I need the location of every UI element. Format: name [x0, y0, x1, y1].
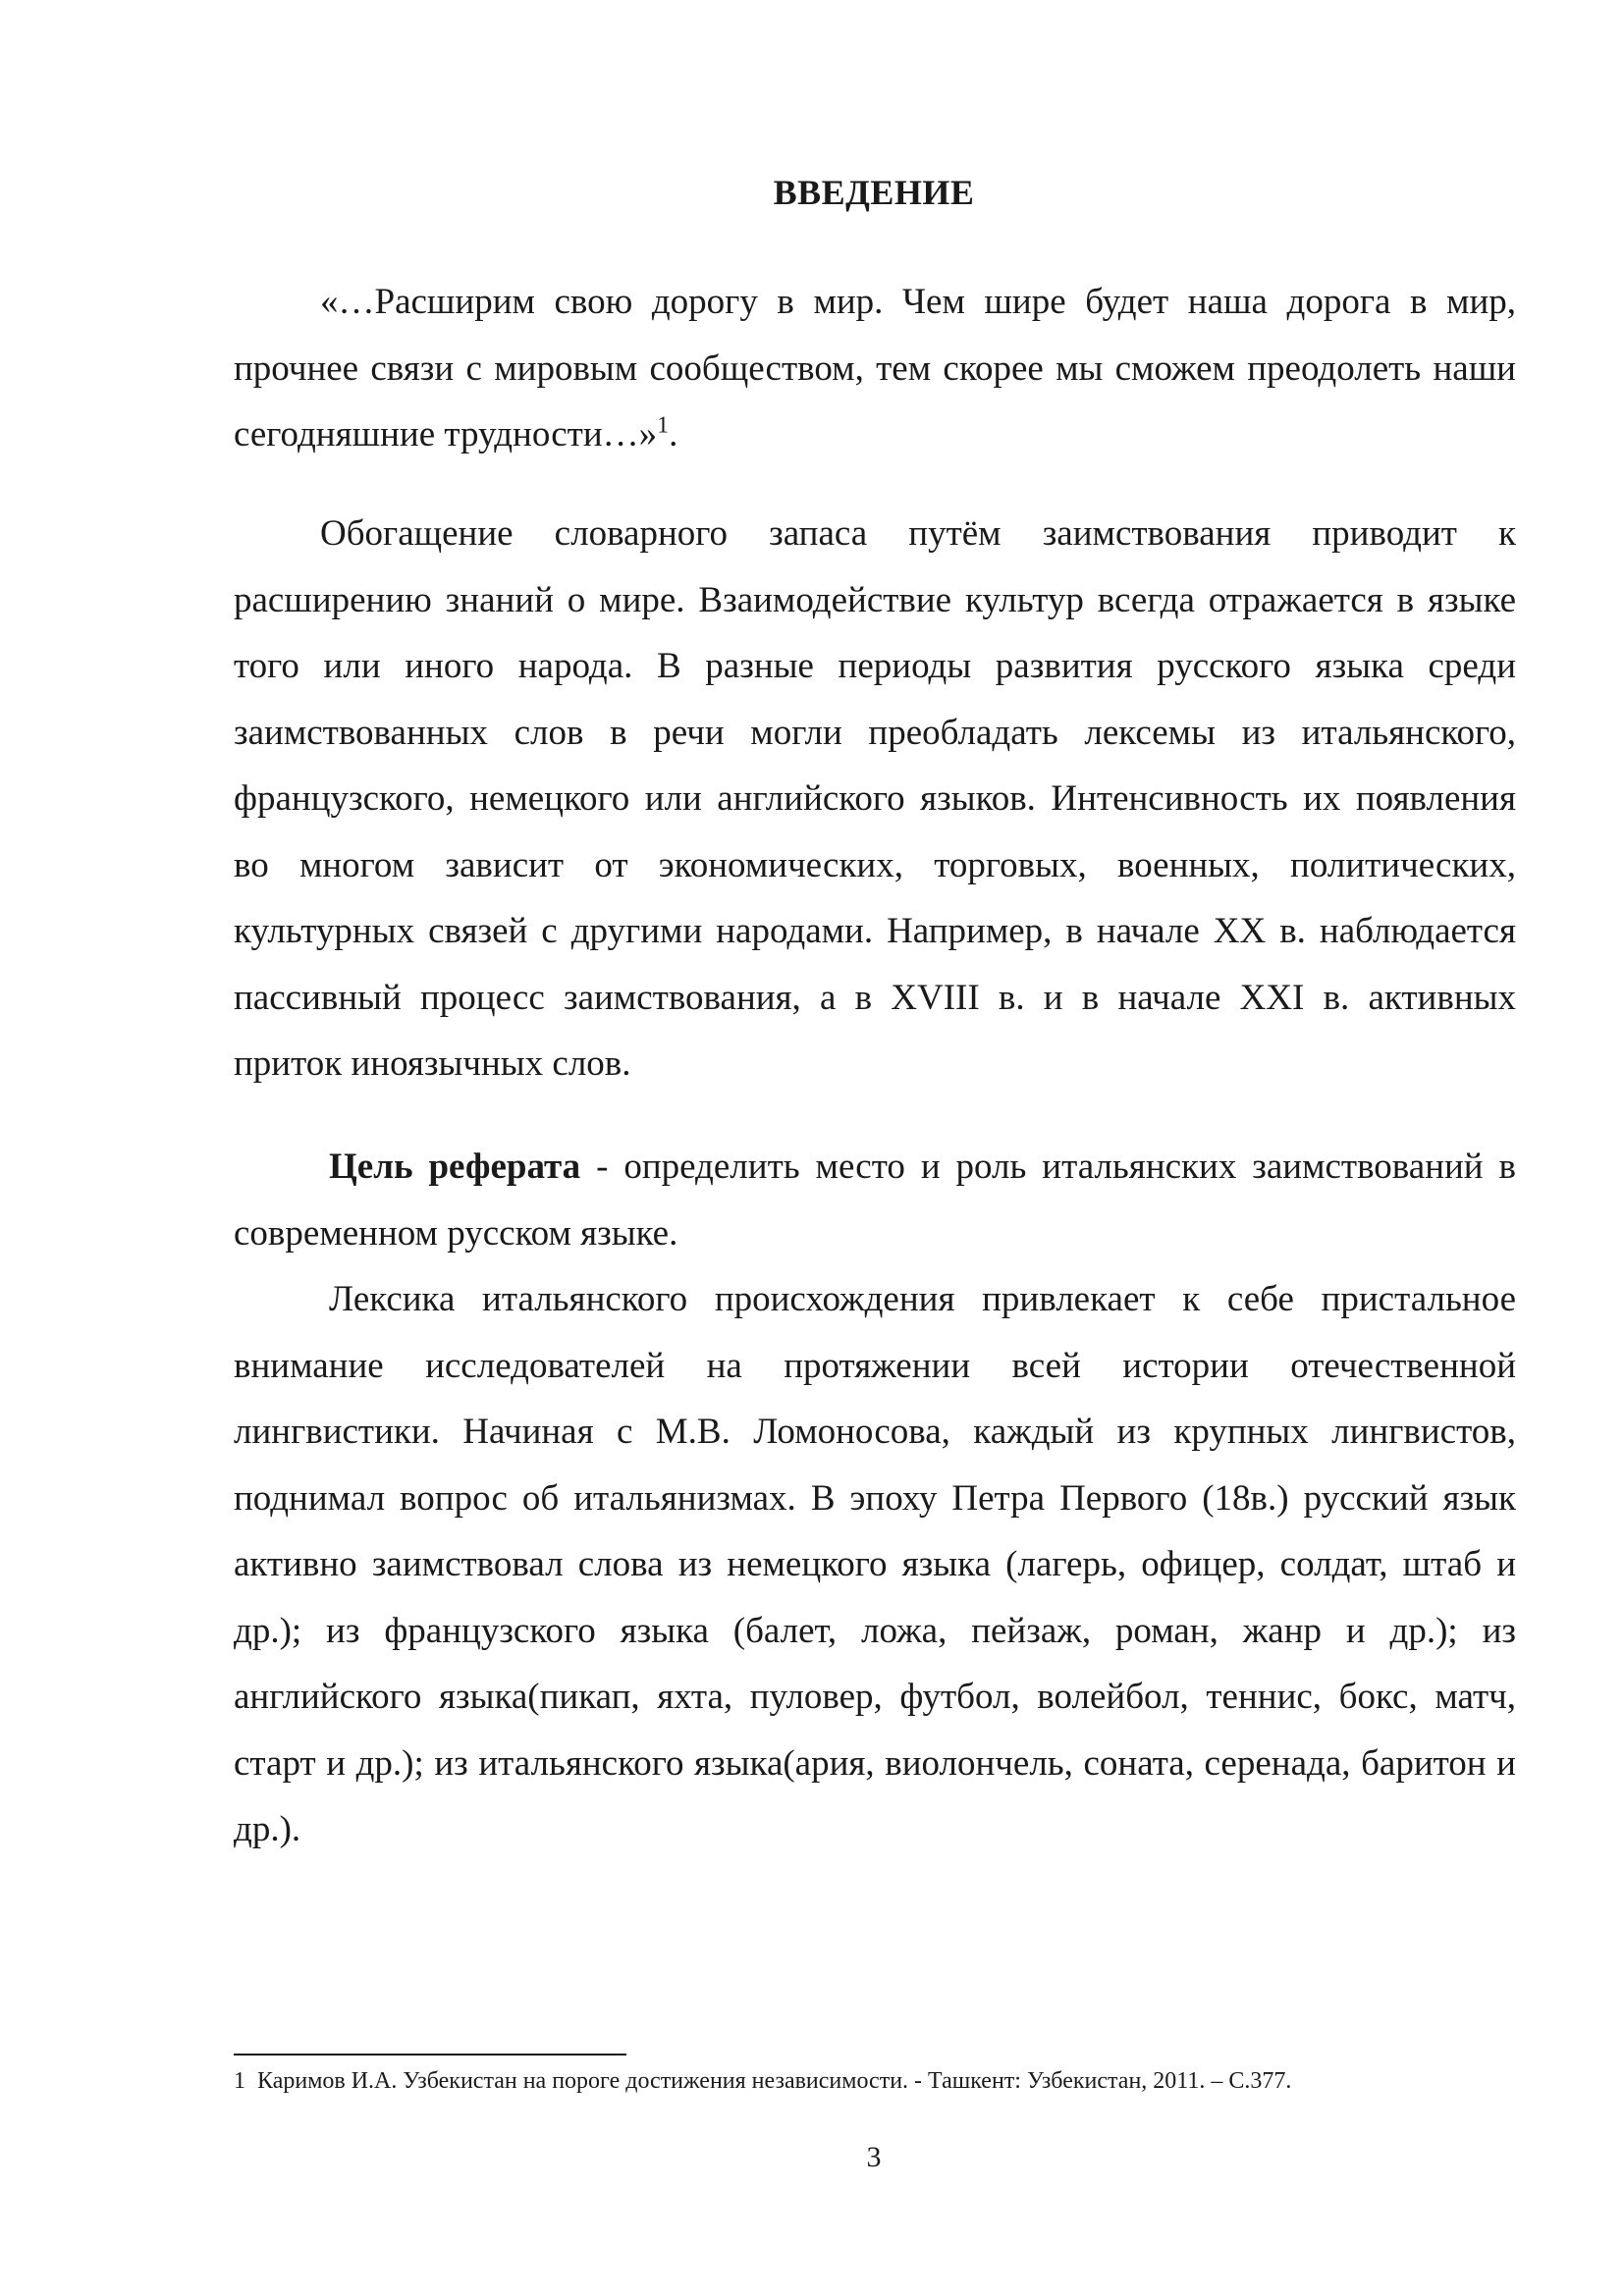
- paragraph-borrowing: Обогащение словарного запаса путём заимствования приводит к расширению знаний о мире. Взаимодействие культур всегда отражается в языке того или иного народа. В разные периоды развития русского языка среди заимствованных слов в речи могли преобладать лексемы из итальянского, французского, немецкого или английского языков. Интенсивность их появления во многом зависит от экономических, торговых, военных, политических, культурных связей с другими народами. Например, в начале XX в. наблюдается пассивный процесс заимствования, а в XVIII в. и в начале XXI в. активных приток иноязычных слов.: [234, 513, 1516, 1084]
- footnote-separator: [234, 2054, 626, 2056]
- footnote-text: Каримов И.А. Узбекистан на пороге достижения независимости. - Ташкент: Узбекистан, 2011. – С.377.: [257, 2068, 1292, 2094]
- goal-label: Цель реферата: [329, 1147, 581, 1187]
- page-title: ВВЕДЕНИЕ: [773, 173, 975, 212]
- paragraph-italian-lexicon: Лексика итальянского происхождения привлекает к себе пристальное внимание исследователей на протяжении всей истории отечественной лингвистики. Начиная с М.В. Ломоносова, каждый из крупных лингвистов, поднимал вопрос об итальянизмах. В эпоху Петра Первого (18в.) русский язык активно заимствовал слова из немецкого языка (лагерь, офицер, солдат, штаб и др.); из французского языка (балет, ложа, пейзаж, роман, жанр и др.); из английского языка(пикап, яхта, пуловер, футбол, волейбол, теннис, бокс, матч, старт и др.); из итальянского языка(ария, виолончель, соната, серенада, баритон и др.).: [234, 1279, 1516, 1849]
- footnote-number: 1: [234, 2068, 245, 2094]
- goal-text: - определить место и роль итальянских заимствований в современном русском языке.: [234, 1147, 1516, 1254]
- footnote-reference: 1: [657, 412, 670, 439]
- quote-text: «…Расширим свою дорогу в мир. Чем шире будет наша дорога в мир, прочнее связи с мировым сообществом, тем скорее мы сможем преодолеть наши сегодняшние трудности…»: [234, 282, 1516, 454]
- epigraph-quote: [234, 269, 1516, 468]
- page-number: 3: [866, 2141, 882, 2173]
- quote-end: .: [669, 414, 678, 454]
- footnote: [234, 2065, 1314, 2097]
- paragraph-goal: [234, 1134, 1516, 1266]
